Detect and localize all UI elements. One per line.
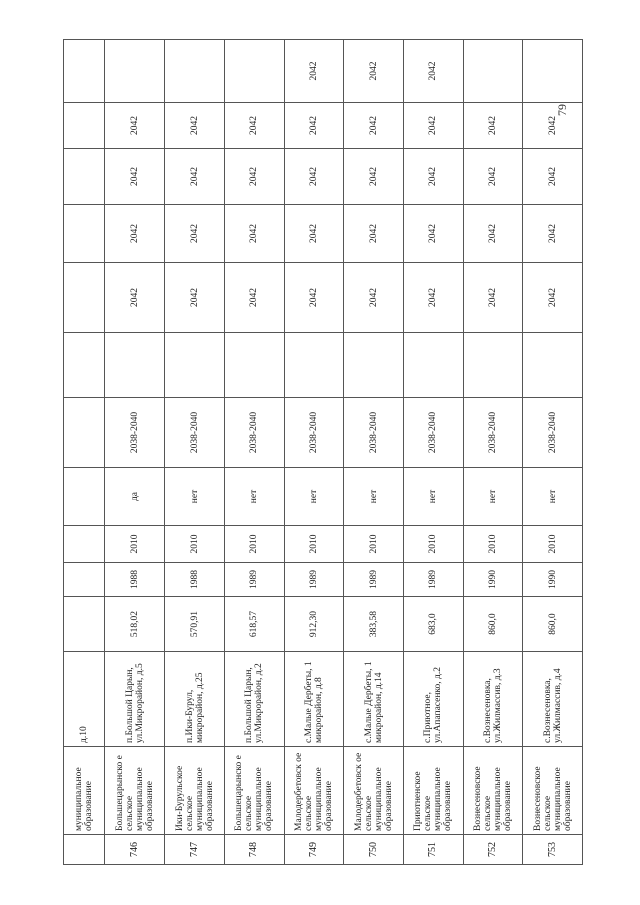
cell-address: п.Большой Царын, ул.Микрорайон, д.2 xyxy=(224,652,284,747)
cell-c13 xyxy=(64,40,105,103)
cell-year-built: 1988 xyxy=(105,563,165,597)
cell-c9: 2042 xyxy=(344,263,404,333)
cell-year-built: 1989 xyxy=(224,563,284,597)
cell-c13: 2042 xyxy=(344,40,404,103)
cell-c9: 2042 xyxy=(463,263,523,333)
cell-c12 xyxy=(64,103,105,149)
cell-area: 570,91 xyxy=(165,597,225,652)
cell-c8 xyxy=(64,333,105,398)
cell-c9: 2042 xyxy=(403,263,463,333)
housing-schedule-table xyxy=(63,39,583,865)
cell-c11: 2042 xyxy=(403,149,463,205)
cell-address: с.Малые Дербеты, 1 микрорайон, д.8 xyxy=(284,652,344,747)
cell-c13: 2042 xyxy=(403,40,463,103)
cell-address: с.Малые Дербеты, 1 микрорайон, д.14 xyxy=(344,652,404,747)
cell-mo: Большецарынско е сельское муниципальное образование xyxy=(105,747,165,835)
cell-c11: 2042 xyxy=(105,149,165,205)
cell-c5: 2010 xyxy=(463,526,523,563)
cell-mo: Вознесеновское сельское муниципальное образование xyxy=(523,747,583,835)
cell-num: 747 xyxy=(165,835,225,865)
cell-c6: нет xyxy=(523,468,583,526)
cell-num: 752 xyxy=(463,835,523,865)
cell-c6: нет xyxy=(284,468,344,526)
cell-c5: 2010 xyxy=(165,526,225,563)
cell-num: 750 xyxy=(344,835,404,865)
cell-c13 xyxy=(105,40,165,103)
cell-c11 xyxy=(64,149,105,205)
cell-c9: 2042 xyxy=(165,263,225,333)
cell-c12: 2042 xyxy=(344,103,404,149)
cell-c10: 2042 xyxy=(344,205,404,263)
cell-mo: Малодербетовск ое сельское муниципальное образование xyxy=(344,747,404,835)
cell-c8 xyxy=(284,333,344,398)
cell-c11: 2042 xyxy=(344,149,404,205)
cell-c6: нет xyxy=(165,468,225,526)
table-row xyxy=(284,40,344,865)
cell-c7: 2038-2040 xyxy=(523,398,583,468)
cell-c8 xyxy=(165,333,225,398)
cell-c12: 2042 xyxy=(105,103,165,149)
table-row xyxy=(224,40,284,865)
cell-c7: 2038-2040 xyxy=(165,398,225,468)
cell-c5: 2010 xyxy=(284,526,344,563)
cell-c12: 2042 xyxy=(224,103,284,149)
cell-c7: 2038-2040 xyxy=(224,398,284,468)
cell-mo: Малодербетовск ое сельское муниципальное образование xyxy=(284,747,344,835)
cell-year-built: 1990 xyxy=(523,563,583,597)
cell-area: 860,0 xyxy=(523,597,583,652)
table-row xyxy=(463,40,523,865)
cell-c9: 2042 xyxy=(523,263,583,333)
rotated-table-container xyxy=(63,40,583,865)
cell-mo: Вознесеновское сельское муниципальное образование xyxy=(463,747,523,835)
cell-year-built: 1989 xyxy=(284,563,344,597)
table-row xyxy=(105,40,165,865)
cell-num: 748 xyxy=(224,835,284,865)
cell-area: 618,57 xyxy=(224,597,284,652)
cell-mo: Большецарынско е сельское муниципальное образование xyxy=(224,747,284,835)
cell-c8 xyxy=(224,333,284,398)
cell-c10: 2042 xyxy=(284,205,344,263)
cell-address: п.Ики-Бурул, микрорайон, д.25 xyxy=(165,652,225,747)
cell-c11: 2042 xyxy=(523,149,583,205)
cell-c8 xyxy=(523,333,583,398)
cell-c5 xyxy=(64,526,105,563)
cell-c13 xyxy=(224,40,284,103)
cell-mo: Ики-Бурульское сельское муниципальное образование xyxy=(165,747,225,835)
cell-area: 912,30 xyxy=(284,597,344,652)
cell-area: 383,58 xyxy=(344,597,404,652)
cell-area: 683,0 xyxy=(403,597,463,652)
cell-c6: да xyxy=(105,468,165,526)
cell-c6: нет xyxy=(224,468,284,526)
cell-c9: 2042 xyxy=(105,263,165,333)
cell-year-built: 1988 xyxy=(165,563,225,597)
cell-c10: 2042 xyxy=(224,205,284,263)
cell-c8 xyxy=(463,333,523,398)
cell-num: 746 xyxy=(105,835,165,865)
cell-c13: 2042 xyxy=(284,40,344,103)
cell-c10: 2042 xyxy=(523,205,583,263)
cell-year-built: 1990 xyxy=(463,563,523,597)
cell-c9: 2042 xyxy=(224,263,284,333)
cell-c11: 2042 xyxy=(463,149,523,205)
cell-address: с.Вознесеновка, ул.Жилмассив, д.4 xyxy=(523,652,583,747)
cell-c7: 2038-2040 xyxy=(403,398,463,468)
cell-area: 518,02 xyxy=(105,597,165,652)
table-row-continuation xyxy=(64,40,105,865)
cell-c6: нет xyxy=(403,468,463,526)
cell-c10 xyxy=(64,205,105,263)
cell-c7: 2038-2040 xyxy=(284,398,344,468)
cell-num xyxy=(64,835,105,865)
cell-c7: 2038-2040 xyxy=(105,398,165,468)
cell-year-built: 1989 xyxy=(403,563,463,597)
cell-c13 xyxy=(463,40,523,103)
cell-c10: 2042 xyxy=(105,205,165,263)
cell-num: 753 xyxy=(523,835,583,865)
cell-c13 xyxy=(523,40,583,103)
table-row xyxy=(403,40,463,865)
cell-c10: 2042 xyxy=(403,205,463,263)
page-number: 79 xyxy=(555,104,569,116)
cell-c11: 2042 xyxy=(284,149,344,205)
cell-c8 xyxy=(344,333,404,398)
cell-c8 xyxy=(105,333,165,398)
cell-year-built: 1989 xyxy=(344,563,404,597)
cell-c5: 2010 xyxy=(523,526,583,563)
cell-area: 860,0 xyxy=(463,597,523,652)
cell-c10: 2042 xyxy=(463,205,523,263)
cell-num: 749 xyxy=(284,835,344,865)
cell-c7 xyxy=(64,398,105,468)
cell-mo: Приютненское сельское муниципальное образование xyxy=(403,747,463,835)
cell-address: д.10 xyxy=(64,652,105,747)
cell-c7: 2038-2040 xyxy=(463,398,523,468)
cell-address: с.Вознесеновка, ул.Жилмассив, д.3 xyxy=(463,652,523,747)
cell-c8 xyxy=(403,333,463,398)
table-row xyxy=(523,40,583,865)
cell-c12: 2042 xyxy=(463,103,523,149)
table-row xyxy=(344,40,404,865)
cell-num: 751 xyxy=(403,835,463,865)
cell-c12: 2042 xyxy=(523,103,583,149)
cell-c11: 2042 xyxy=(165,149,225,205)
cell-c13 xyxy=(165,40,225,103)
table-row xyxy=(165,40,225,865)
cell-area xyxy=(64,597,105,652)
cell-c7: 2038-2040 xyxy=(344,398,404,468)
cell-mo: муниципальное образование xyxy=(64,747,105,835)
cell-c9 xyxy=(64,263,105,333)
cell-c5: 2010 xyxy=(403,526,463,563)
cell-c11: 2042 xyxy=(224,149,284,205)
cell-c5: 2010 xyxy=(344,526,404,563)
cell-address: с.Приютное, ул.Апапасенко, д.2 xyxy=(403,652,463,747)
cell-c6: нет xyxy=(344,468,404,526)
cell-c5: 2010 xyxy=(105,526,165,563)
cell-address: п.Большой Царын, ул.Микрорайон, д.5 xyxy=(105,652,165,747)
cell-c5: 2010 xyxy=(224,526,284,563)
cell-c9: 2042 xyxy=(284,263,344,333)
cell-c12: 2042 xyxy=(165,103,225,149)
cell-c6 xyxy=(64,468,105,526)
cell-year-built xyxy=(64,563,105,597)
cell-c6: нет xyxy=(463,468,523,526)
cell-c12: 2042 xyxy=(403,103,463,149)
cell-c12: 2042 xyxy=(284,103,344,149)
cell-c10: 2042 xyxy=(165,205,225,263)
